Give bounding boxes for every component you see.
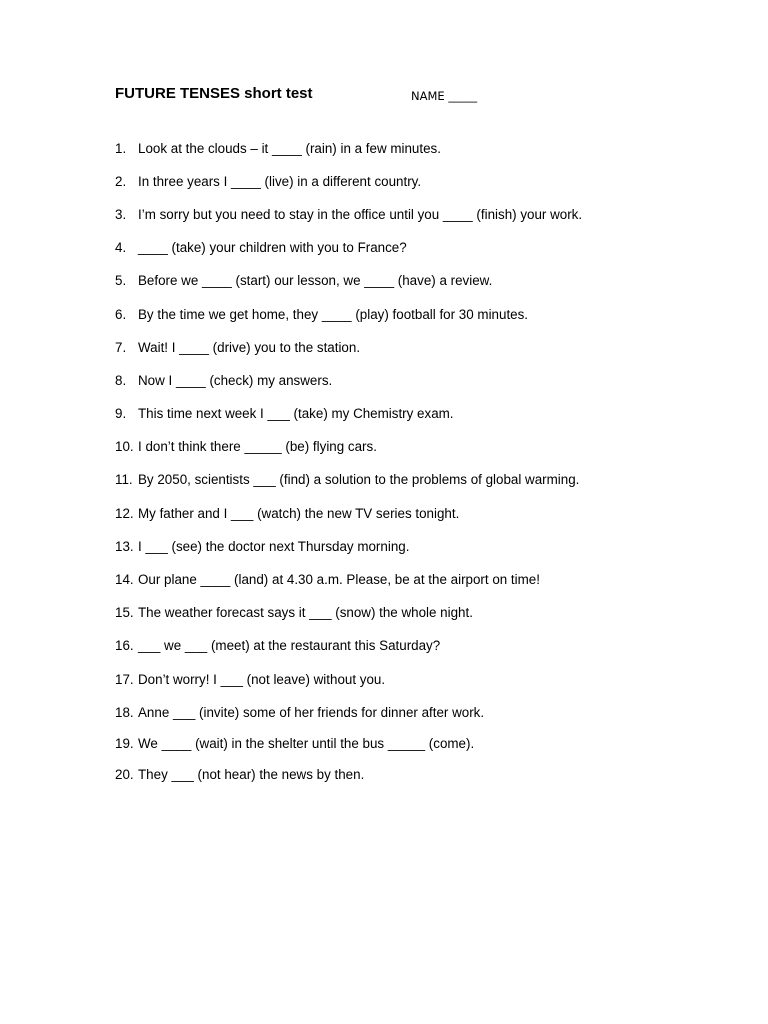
question-item — [115, 472, 579, 488]
question-item — [115, 705, 484, 721]
question-item — [115, 207, 582, 223]
question-text: By 2050, scientists ___ (find) a solution to the problems of global warming. — [138, 472, 580, 487]
question-text: This time next week I ___ (take) my Chemistry exam. — [138, 406, 454, 421]
question-text: The weather forecast says it ___ (snow) the whole night. — [138, 605, 473, 620]
question-number: 2. — [115, 174, 127, 189]
question-item — [115, 767, 364, 783]
test-header — [115, 85, 675, 107]
question-number: 3. — [115, 207, 127, 222]
question-number: 7. — [115, 340, 127, 355]
question-text: Don’t worry! I ___ (not leave) without you. — [138, 672, 386, 687]
question-item — [115, 736, 474, 752]
question-text: I ___ (see) the doctor next Thursday morning. — [138, 539, 410, 554]
question-number: 9. — [115, 406, 127, 421]
question-text: Our plane ____ (land) at 4.30 a.m. Please, be at the airport on time! — [138, 572, 540, 587]
question-number: 6. — [115, 307, 127, 322]
question-item — [115, 539, 409, 555]
name-field-label: NAME _____ — [411, 89, 478, 103]
question-item — [115, 439, 377, 455]
question-item — [115, 340, 360, 356]
question-item — [115, 406, 454, 422]
question-item — [115, 672, 385, 688]
question-text: Anne ___ (invite) some of her friends for dinner after work. — [138, 705, 485, 720]
question-number: 16. — [115, 638, 134, 653]
question-number: 17. — [115, 672, 134, 687]
question-text: My father and I ___ (watch) the new TV series tonight. — [138, 506, 460, 521]
page-title: FUTURE TENSES short test — [115, 85, 313, 102]
question-item — [115, 638, 440, 654]
question-item — [115, 506, 459, 522]
question-text: By the time we get home, they ____ (play) football for 30 minutes. — [138, 307, 529, 322]
question-item — [115, 605, 473, 621]
question-text: Wait! I ____ (drive) you to the station. — [138, 340, 361, 355]
question-number: 11. — [115, 472, 133, 487]
question-number: 14. — [115, 572, 134, 587]
question-text: Now I ____ (check) my answers. — [138, 373, 333, 388]
question-item — [115, 572, 540, 588]
question-text: Look at the clouds – it ____ (rain) in a few minutes. — [138, 141, 441, 156]
question-item — [115, 273, 492, 289]
question-number: 15. — [115, 605, 134, 620]
question-number: 4. — [115, 240, 127, 255]
question-number: 18. — [115, 705, 134, 720]
question-number: 1. — [115, 141, 127, 156]
question-item — [115, 141, 441, 157]
question-item — [115, 307, 528, 323]
question-text: They ___ (not hear) the news by then. — [138, 767, 365, 782]
question-item — [115, 240, 407, 256]
question-text: In three years I ____ (live) in a different country. — [138, 174, 422, 189]
question-number: 12. — [115, 506, 134, 521]
question-number: 19. — [115, 736, 134, 751]
question-text: I don’t think there _____ (be) flying cars. — [138, 439, 377, 454]
question-number: 20. — [115, 767, 134, 782]
question-text: ___ we ___ (meet) at the restaurant this Saturday? — [138, 638, 441, 653]
question-text: We ____ (wait) in the shelter until the bus _____ (come). — [138, 736, 475, 751]
question-text: ____ (take) your children with you to France? — [138, 240, 407, 255]
question-item — [115, 373, 332, 389]
question-number: 10. — [115, 439, 134, 454]
question-text: I’m sorry but you need to stay in the office until you ____ (finish) your work. — [138, 207, 583, 222]
question-number: 13. — [115, 539, 134, 554]
question-item — [115, 174, 421, 190]
question-number: 5. — [115, 273, 127, 288]
question-text: Before we ____ (start) our lesson, we ____ (have) a review. — [138, 273, 493, 288]
question-number: 8. — [115, 373, 127, 388]
